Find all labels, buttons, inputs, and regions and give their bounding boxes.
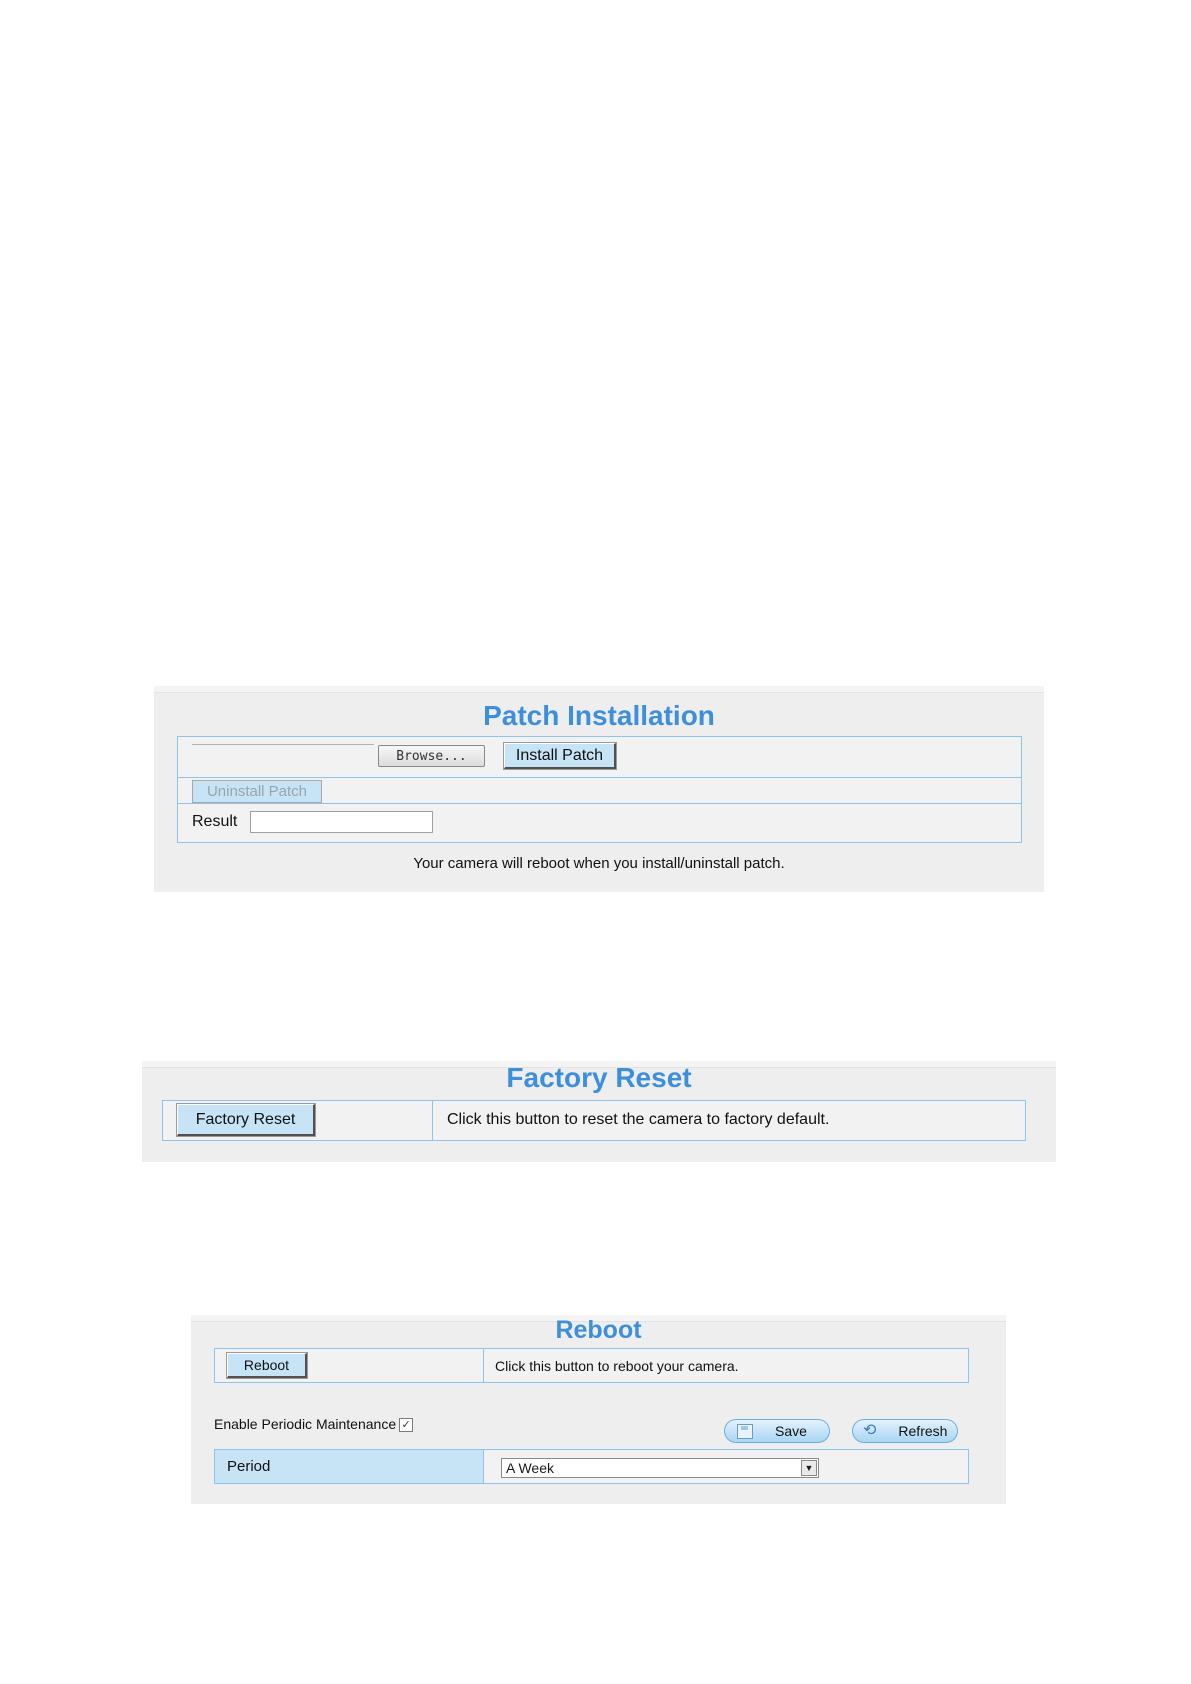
reboot-button[interactable]: Reboot: [227, 1353, 307, 1378]
result-label: Result: [192, 813, 238, 830]
periodic-maintenance-label: Enable Periodic Maintenance: [214, 1416, 397, 1432]
chevron-down-icon[interactable]: ▼: [801, 1460, 817, 1476]
period-column-divider: [483, 1450, 484, 1483]
factory-reset-description: Click this button to reset the camera to factory default.: [447, 1111, 830, 1128]
factory-reset-grid: [162, 1100, 1026, 1141]
uninstall-row: [178, 777, 1021, 803]
save-button[interactable]: [724, 1419, 830, 1443]
refresh-icon: ⟲: [863, 1422, 877, 1439]
browse-button[interactable]: Browse...: [378, 745, 485, 767]
factory-reset-column-divider: [432, 1101, 433, 1140]
panel-top-border: [154, 686, 1044, 693]
reboot-column-divider: [483, 1349, 484, 1382]
uninstall-patch-button[interactable]: Uninstall Patch: [192, 780, 322, 803]
patch-grid: [177, 736, 1022, 843]
install-patch-button[interactable]: Install Patch: [504, 743, 616, 769]
save-label: Save: [775, 1423, 807, 1439]
patch-installation-title: Patch Installation: [483, 700, 715, 731]
factory-reset-panel: [142, 1061, 1056, 1162]
patch-reboot-note: Your camera will reboot when you install/uninstall patch.: [413, 855, 785, 872]
periodic-maintenance-checkbox[interactable]: ✓: [399, 1418, 413, 1432]
refresh-button[interactable]: [852, 1419, 958, 1443]
period-label: Period: [227, 1458, 271, 1475]
patch-file-row: [178, 737, 1021, 777]
result-field: [250, 811, 433, 833]
factory-reset-button[interactable]: Factory Reset: [177, 1104, 315, 1136]
reboot-grid: [214, 1348, 969, 1383]
patch-file-path-field[interactable]: [192, 744, 374, 766]
patch-installation-panel: [154, 686, 1044, 892]
result-row: [178, 803, 1021, 843]
save-icon: [737, 1424, 753, 1439]
periodic-maintenance-option: [214, 1416, 413, 1432]
reboot-title: Reboot: [555, 1316, 642, 1344]
reboot-description: Click this button to reboot your camera.: [495, 1358, 739, 1374]
period-grid: [214, 1449, 969, 1484]
period-select[interactable]: [501, 1458, 819, 1478]
reboot-panel: [191, 1315, 1006, 1504]
period-select-value: A Week: [506, 1460, 554, 1476]
factory-reset-title: Factory Reset: [506, 1062, 692, 1093]
refresh-label: Refresh: [898, 1423, 948, 1439]
